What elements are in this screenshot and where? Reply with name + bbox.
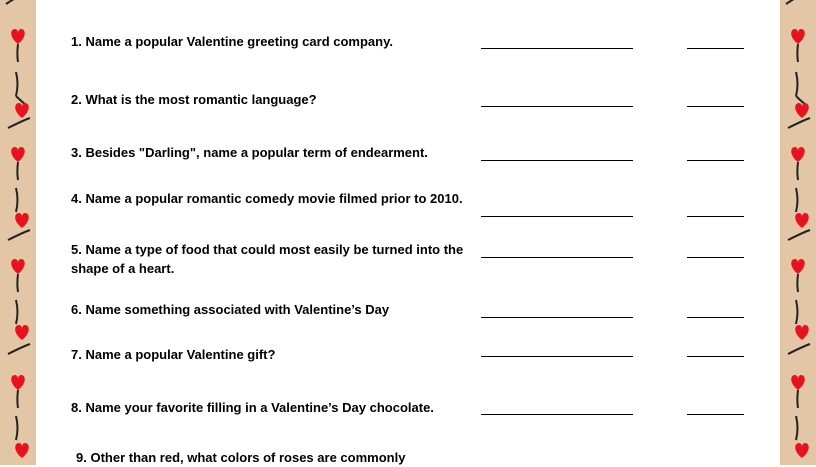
answer-line-4[interactable] bbox=[481, 216, 633, 217]
answer-line-7[interactable] bbox=[481, 356, 633, 357]
points-line-2[interactable] bbox=[687, 106, 744, 107]
answer-line-1[interactable] bbox=[481, 48, 633, 49]
answer-line-5[interactable] bbox=[481, 257, 633, 258]
answer-line-6[interactable] bbox=[481, 317, 633, 318]
left-heart-border bbox=[0, 0, 36, 465]
question-3: 3. Besides "Darling", name a popular term of endearment. bbox=[71, 145, 428, 160]
question-6: 6. Name something associated with Valentine’s Day bbox=[71, 302, 390, 317]
answer-line-2[interactable] bbox=[481, 106, 633, 107]
points-line-4[interactable] bbox=[687, 216, 744, 217]
question-1: 1. Name a popular Valentine greeting card company. bbox=[71, 34, 393, 49]
points-line-6[interactable] bbox=[687, 317, 744, 318]
right-heart-border bbox=[780, 0, 816, 465]
question-5: 5. Name a type of food that could most easily be turned into the shape of a heart. bbox=[71, 242, 464, 276]
points-line-1[interactable] bbox=[687, 48, 744, 49]
answer-line-3[interactable] bbox=[481, 160, 633, 161]
question-2: 2. What is the most romantic language? bbox=[71, 92, 317, 107]
points-line-5[interactable] bbox=[687, 257, 744, 258]
answer-line-8[interactable] bbox=[481, 414, 633, 415]
question-4: 4. Name a popular romantic comedy movie filmed prior to 2010. bbox=[71, 191, 463, 206]
question-7: 7. Name a popular Valentine gift? bbox=[71, 347, 276, 362]
question-9: 9. Other than red, what colors of roses are commonly bbox=[76, 450, 406, 465]
heart-stem-icon bbox=[786, 0, 810, 458]
points-line-3[interactable] bbox=[687, 160, 744, 161]
points-line-7[interactable] bbox=[687, 356, 744, 357]
heart-stem-icon bbox=[6, 0, 30, 458]
question-8: 8. Name your favorite filling in a Valentine’s Day chocolate. bbox=[71, 400, 434, 415]
points-line-8[interactable] bbox=[687, 414, 744, 415]
